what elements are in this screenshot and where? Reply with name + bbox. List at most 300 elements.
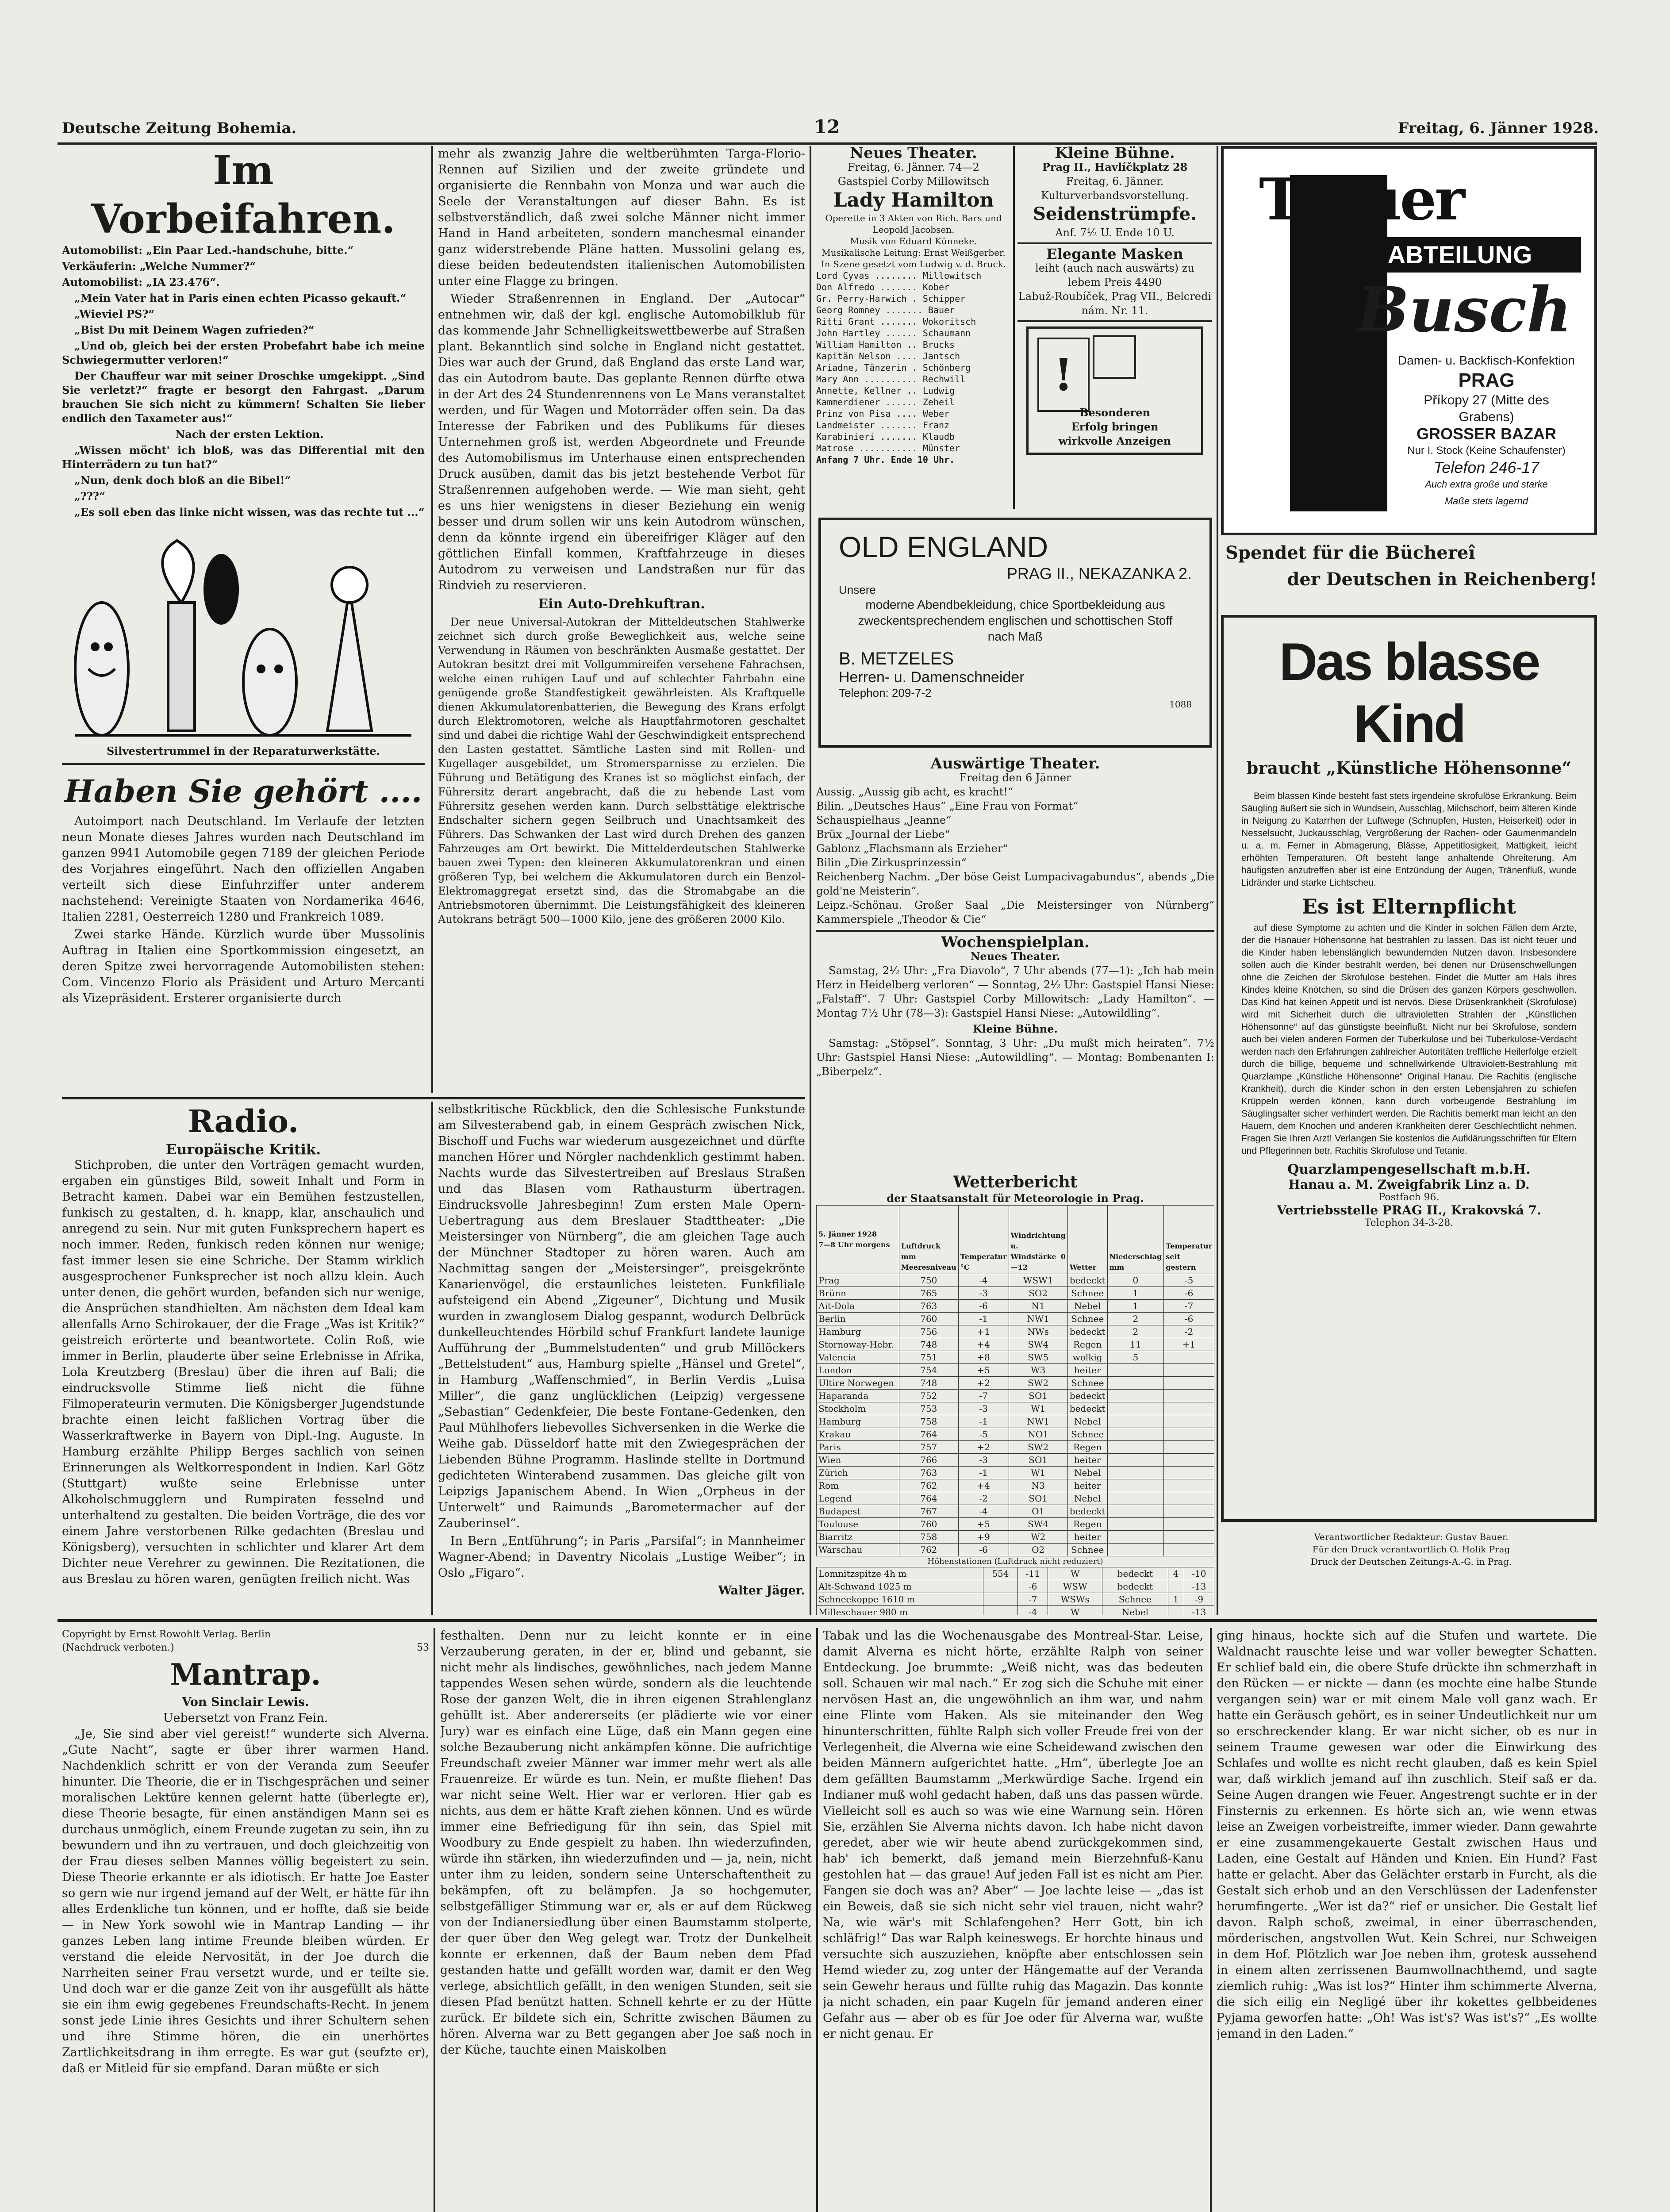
radio-section-left [62, 1102, 425, 1615]
weather-station: Stornoway-Hebr. [817, 1338, 899, 1351]
weather-cell: W [1048, 1606, 1102, 1615]
ad-blasse-sub: braucht „Künstliche Höhensonne“ [1246, 758, 1572, 778]
weather-cell: 767 [899, 1505, 958, 1518]
weather-row [817, 1454, 1214, 1467]
weather-station: Berlin [817, 1313, 899, 1325]
ad-company: Postfach 96. [1378, 1192, 1440, 1203]
serial-nachdruck: (Nachdruck verboten.) [62, 1642, 174, 1653]
ad-company: Quarzlampengesellschaft m.b.H. [1287, 1162, 1531, 1177]
weather-cell: O2 [1009, 1544, 1067, 1556]
imprint [1225, 1531, 1597, 1615]
weather-cell: SO1 [1009, 1492, 1067, 1505]
weather-cell [1164, 1479, 1214, 1492]
ad-eltern-title: Es ist Elternpflicht [1301, 895, 1516, 918]
weather-cell: Schnee [1067, 1428, 1107, 1441]
theater-line: Gastspiel Corby Millowitsch [837, 175, 990, 188]
cast-row: Kammerdiener ...... Zeheil [816, 397, 955, 407]
ad-text: Unsere [839, 583, 876, 596]
weather-cell [1107, 1390, 1164, 1402]
theater-line: Reichenberg Nachm. „Der böse Geist Lumpacivagabundus“, abends „Die gold'ne Meisterin“. [816, 871, 1214, 897]
weather-header: Niederschlag mm [1107, 1206, 1164, 1274]
weather-report [816, 1172, 1214, 1615]
weather-cell: Regen [1067, 1518, 1107, 1531]
weather-cell [1164, 1518, 1214, 1531]
weather-cell [1164, 1364, 1214, 1377]
weather-station: Warschau [817, 1544, 899, 1556]
weather-cell: +9 [958, 1531, 1009, 1544]
weather-cell: 764 [899, 1428, 958, 1441]
weather-cell: Nebel [1102, 1606, 1168, 1615]
play-title: Lady Hamilton [833, 189, 994, 211]
weather-cell: bedeckt [1067, 1325, 1107, 1338]
serial-text: festhalten. Denn nur zu leicht konnte er in eine Verzauberung geraten, in der er, blind und gebannt, sie nicht mehr als lindisches, gewöhnliches, nach jedem Manne tappendes Wesen sehen würde, sondern als die leuchtende Rose der ganzen Welt, die in ihren eigenen Strahlenglanz gehüllt ist. Aber andererseits (er plädierte wie vor einer Jury) war es einfach eine Lüge, daß ein Mann gegen eine solche Bezauberung nicht ankämpfen könne. Die aufrichtige Freundschaft zweier Männer war immer mehr wert als alle Frauenreize. Er würde es tun. Nein, er mußte fliehen! Das war nicht seine Welt. Hier war er verloren. Hier gab es nichts, aus dem er hätte Kraft ziehen können. Und es würde immer eine Befriedigung für ihn sein, das Spiel mit Woodbury zu Ende gespielt zu haben. Ihn wiederzufinden, würde ihn stärken, ihn wiederzufinden und — ja, nein, nicht unter ihm zu leiden, sondern seine Unterschaftentheit zu bekämpfen, oft zu belämpfen. Ja so hochgemuter, selbstgefälliger Stimmung war er, als er auf dem Rückweg von der Indianersiedlung über einen Baumstamm stolperte, der quer über den Weg gelegt war. Trotz der Dunkelheit konnte er erkennen, daß der Baum neben dem Pfad gestanden hatte und gefällt worden war, damit er den Weg verlege, absichtlich gefällt, in den wenigen Stunden, seit sie diesen Pfad benützt hatten. Schnell kehrte er zu der Hütte zurück. Er bildete sich ein, Schritte zwischen Bäumen zu hören. Alverna war zu Bett gegangen aber Joe saß noch in der Küche, tauchte einen Maiskolben [440, 1629, 812, 2057]
weather-station: Schneekoppe 1610 m [817, 1593, 983, 1606]
column-rule [434, 1628, 435, 2212]
weather-row [817, 1441, 1214, 1454]
weather-cell: +8 [958, 1351, 1009, 1364]
weather-cell: NW1 [1009, 1415, 1067, 1428]
weather-cell: -4 [958, 1274, 1009, 1287]
cast-row: Georg Romney ....... Bauer [816, 305, 955, 315]
cast-row: Ritti Grant ....... Wokoritsch [816, 316, 976, 327]
auswaertige-title: Auswärtige Theater. [930, 757, 1100, 772]
theater-line: Leipz.-Schönau. Großer Saal „Die Meistersinger von Nürnberg“ Kammerspiele „Theodor & Cie“ [816, 899, 1214, 926]
theater-line: Musikalische Leitung: Ernst Weißgerber. In Szene gesetzt vom Ludwig v. d. Bruck. [821, 247, 1006, 269]
weather-cell: -5 [1164, 1274, 1214, 1287]
serial-copyright: Copyright by Ernst Rowohlt Verlag. Berlin [62, 1629, 271, 1640]
weather-row [817, 1313, 1214, 1325]
serial-column-4 [1217, 1628, 1597, 2212]
weather-title: Wetterbericht [953, 1173, 1078, 1191]
weather-cell: +1 [1164, 1338, 1214, 1351]
serial-text: Tabak und las die Wochenausgabe des Montreal-Star. Leise, damit Alverna es nicht hörte, erzählte Ralph von seiner Entdeckung. Joe brummte: „Weiß nicht, was das bedeuten soll. Schauen wir mal nach.“ Er zog sich die Schuhe mit einer nervösen Hast an, die ungewöhnlich an ihm war, und nahm eine Flinte vom Haken. Als sie miteinander den Weg hinunterschritten, fühlte Ralph sich voller Freude frei von der Verlegenheit, die Alverna wie eine Scheidewand zwischen den beiden Männern aufgerichtet hatte. „Hm“, überlegte Joe an dem gefällten Baumstamm „Merkwürdige Sache. Irgend ein Indianer muß wohl gedacht haben, daß uns das passen würde. Vielleicht soll es auch so was wie eine Warnung sein. Hören Sie, erzählen Sie Alverna nichts davon. Ich habe nicht davon geredet, aber wie wir heute abend zurückgekommen sind, hab' ich bemerkt, daß jemand mein Bierzehnfuß-Kanu gestohlen hat — das graue! Auf jeden Fall ist es nicht am Pier. Fangen sie doch was an? Aber“ — Joe lachte leise — „das ist ein Beweis, daß sie sich nicht sehr viel trauen, nicht wahr? Na, wie wär's mit Schlafengehen? Herr Gott, bin ich schläfrig!“ Das war Ralph keineswegs. Er horchte hinaus und versuchte sich auszuziehen, knöpfte aber entschlossen sein Hemd wieder zu, zog unter der Hängematte auf der Veranda sein Gewehr heraus und füllte ruhig das Magazin. Das konnte ja nicht schaden, ein paar Kugeln für jemand anderen einer Gefahr aus — aber ob es für Joe oder für Alverna war, wußte er nicht genau. Er [823, 1629, 1203, 2041]
weather-cell [1107, 1364, 1164, 1377]
cast-row: Mary Ann .......... Rechwill [816, 374, 966, 384]
theater-schedule: Samstag: „Stöpsel“. Sonntag, 3 Uhr: „Du mußt mich heiraten“. 7½ Uhr: Gastspiel Hansi Niese: „Autowildling“. — Montag: Bombenanten I: „Biberpelz“. [816, 1037, 1214, 1078]
serial-text: ging hinaus, hockte sich auf die Stufen und wartete. Die Waldnacht rauschte leise und war voller bewegter Schatten. Er schlief bald ein, die obere Stufe drückte ihn schmerzhaft in den Rücken — er nickte — dann (es mochte eine halbe Stunde vergangen sein) war er mit einem Male voll ganz wach. Er hatte ein Geräusch gehört, es in seiner Undeutlichkeit nur um so erschreckender klang. Er war nicht sicher, ob es nur in seinem Traume gewesen war oder die Einwirkung des Schlafes und wollte es nicht recht glauben, daß es kein Spiel war, daß wirklich jemand auf ihn zuschlich. Steif saß er da. Seine Augen drangen wie Feuer. Angestrengt suchte er in der Finsternis zu erkennen. Es hörte sich an, wie wenn etwas leise an Zweigen vorbeistreifte, immer wieder. Dann gewahrte er eine zusammengekauerte Gestalt zwischen Haus und Laden, eine Gestalt auf Händen und Knien. Ein Hund? Fast hatte er gelacht. Aber das Gelächter erstarb in Furcht, als die Gestalt sich erhob und an den Verschlüssen der Ladenfenster herumfingerte. „Wer ist da?“ rief er unsicher. Die Gestalt lief davon. Ralph schoß, zweimal, in einer überraschenden, mörderischen, angstvollen Wut. Kein Schrei, nur Schweigen in dem Hof. Plötzlich war Joe neben ihm, grotesk aussehend in einem alten zerrissenen Baumwollnachthemd, und sagte ziemlich ruhig: „Was ist los?“ Hinter ihm schimmerte Alverna, die sich eilig ein Negligé über ihr kokettes gelbbeidenes Pyjama geworfen hatte: „Oh! Was ist's? Was ist's?“ „Es wollte jemand in den Laden.“ [1217, 1629, 1597, 2041]
theater-line: Schauspielhaus „Jeanne“ [816, 814, 952, 826]
weather-row [817, 1351, 1214, 1364]
weather-cell: wolkig [1067, 1351, 1107, 1364]
weather-cell: +4 [958, 1338, 1009, 1351]
theater-line: Kulturverbandsvorstellung. [1040, 189, 1189, 202]
masken-title: Elegante Masken [1046, 246, 1183, 262]
play-title: Seidenstrümpfe. [1033, 204, 1197, 224]
weather-cell: Nebel [1067, 1300, 1107, 1313]
ad-company: Telephon 34-3-28. [1364, 1217, 1454, 1229]
weather-station: Legend [817, 1492, 899, 1505]
ad-text: Herren- u. Damenschneider [839, 669, 1025, 686]
weather-cell: NO1 [1009, 1428, 1067, 1441]
ad-busch: Busch [1357, 274, 1572, 346]
weather-header: Wetter [1067, 1206, 1107, 1274]
weather-station: Stockholm [817, 1402, 899, 1415]
kleine-buehne-title: Kleine Bühne. [1055, 146, 1175, 162]
mountain-table [816, 1567, 1214, 1615]
weather-cell: 554 [983, 1567, 1017, 1580]
cast-row: Don Alfredo ....... Kober [816, 282, 950, 292]
ad-line: Nur I. Stock (Keine Schaufenster) [1407, 445, 1566, 457]
weather-row [817, 1606, 1214, 1615]
weather-cell [1168, 1606, 1184, 1615]
page-number: 12 [814, 116, 840, 138]
column-rule [1013, 146, 1015, 509]
weather-cell [1107, 1505, 1164, 1518]
serial-column-2 [440, 1628, 812, 2212]
weather-cell [983, 1606, 1017, 1615]
cast-row: Anfang 7 Uhr. Ende 10 Uhr. [816, 454, 955, 465]
weather-cell [1107, 1377, 1164, 1390]
ad-line: Besonderen [1079, 406, 1150, 419]
weather-cell: +5 [958, 1518, 1009, 1531]
ad-line: GROSSER BAZAR [1416, 425, 1557, 443]
weather-cell: 766 [899, 1454, 958, 1467]
weather-cell: -3 [958, 1287, 1009, 1300]
weather-cell [1164, 1505, 1214, 1518]
cast-row: Karabinieri ....... Klaudb [816, 431, 955, 442]
joke-line: „Bist Du mit Deinem Wagen zufrieden?“ [74, 323, 315, 336]
ad-line: Erfolg bringen [1071, 420, 1159, 433]
weather-cell: -2 [958, 1492, 1009, 1505]
weather-row [817, 1402, 1214, 1415]
weather-station: Ultire Norwegen [817, 1377, 899, 1390]
weather-date: 5. Jänner 1928 [818, 1230, 877, 1238]
weather-cell: 4 [1168, 1567, 1184, 1580]
weather-row [817, 1338, 1214, 1351]
weather-row [817, 1377, 1214, 1390]
weather-cell: 753 [899, 1402, 958, 1415]
column-rule [810, 146, 811, 1615]
weather-station: Budapest [817, 1505, 899, 1518]
divider [816, 930, 1214, 932]
cartoon-caption: Silvestertrummel in der Reparaturwerkstätte. [106, 745, 380, 757]
weather-cell: -6 [1164, 1287, 1214, 1300]
weather-cell: 752 [899, 1390, 958, 1402]
weather-cell: -6 [1018, 1580, 1048, 1593]
theater-line: Musik von Eduard Künneke. [850, 236, 977, 246]
cast-row: Gr. Perry-Harwich . Schipper [816, 293, 966, 304]
weather-row [817, 1544, 1214, 1556]
weather-cell: 0 [1107, 1274, 1164, 1287]
radio-title: Radio. [188, 1103, 299, 1140]
weather-cell [1107, 1518, 1164, 1531]
weather-cell: heiter [1067, 1479, 1107, 1492]
joke-line: „Es soll eben das linke nicht wissen, was das rechte tut ...“ [74, 506, 425, 518]
ad-success-text [1029, 406, 1201, 448]
weather-cell [1164, 1467, 1214, 1479]
weather-cell: Regen [1067, 1338, 1107, 1351]
weather-cell: W [1048, 1567, 1102, 1580]
news-targa-florio: mehr als zwanzig Jahre die weltberühmten Targa-Florio-Rennen auf Sizilien und der zweite gründete und organisierte die Rennbahn von Monza und war auch die Seele der Veranstaltungen auf dieser Bahn. Es ist selbstverständlich, daß zwei solche Männer nicht immer Hand in Hand arbeiteten, sondern manchesmal einander ganz widerstrebende Pläne hatten. Mussolini gelang es, diese beiden bedeutendsten italienischen Automobilisten unter eine Flagge zu bringen. [438, 147, 805, 288]
weather-cell: SO1 [1009, 1390, 1067, 1402]
weather-row [817, 1492, 1214, 1505]
weather-cell [1164, 1531, 1214, 1544]
section-title-autokran: Ein Auto-Drehkuftran. [538, 596, 705, 612]
weather-cell: WSW1 [1009, 1274, 1067, 1287]
wochenspielplan-title: Wochenspielplan. [941, 933, 1090, 951]
weather-cell [1107, 1492, 1164, 1505]
weather-row [817, 1505, 1214, 1518]
weather-cell: SW2 [1009, 1377, 1067, 1390]
weather-cell: heiter [1067, 1364, 1107, 1377]
joke-line: „Wieviel PS?“ [74, 307, 155, 320]
weather-cell: +4 [958, 1479, 1009, 1492]
weather-cell: Schnee [1067, 1377, 1107, 1390]
theater-subtitle: Kleine Bühne. [973, 1022, 1058, 1035]
header-rule [58, 142, 1597, 145]
ad-line: PRAG [1458, 369, 1515, 391]
weather-cell: -13 [1184, 1606, 1214, 1615]
weather-cell: SO1 [1009, 1454, 1067, 1467]
joke-line: Automobilist: „Ein Paar Led.-handschuhe, bitte.“ [62, 244, 354, 257]
cartoon-illustration [62, 523, 425, 744]
weather-header: Luftdruck mm Meeresniveau [899, 1206, 958, 1274]
joke-line: „Wissen möcht' ich bloß, was das Differential mit den Hinterrädern zu tun hat?“ [62, 444, 425, 471]
theater-line: Brüx „Journal der Liebe“ [816, 828, 950, 841]
weather-station: Valencia [817, 1351, 899, 1364]
exclamation-icon: ! [1037, 338, 1090, 412]
weather-cell: -6 [1164, 1313, 1214, 1325]
weather-cell: Schnee [1067, 1287, 1107, 1300]
weather-station: Hamburg [817, 1325, 899, 1338]
radio-section-right [438, 1102, 805, 1615]
joke-line: Verkäuferin: „Welche Nummer?“ [62, 260, 256, 273]
weather-cell: -1 [958, 1467, 1009, 1479]
weather-header-station [817, 1206, 899, 1274]
weather-cell: -9 [1184, 1593, 1214, 1606]
weather-cell: 2 [1107, 1325, 1164, 1338]
weather-cell: -7 [1164, 1300, 1214, 1313]
weather-cell [1107, 1402, 1164, 1415]
divider [1017, 242, 1212, 244]
weather-station: Alt-Schwand 1025 m [817, 1580, 983, 1593]
weather-station: Haparanda [817, 1390, 899, 1402]
weather-cell: 765 [899, 1287, 958, 1300]
weather-station: London [817, 1364, 899, 1377]
cast-row: Ariadne, Tänzerin . Schönberg [816, 362, 971, 373]
cast-row: Matrose ........... Münster [816, 443, 960, 453]
weather-cell: W3 [1009, 1364, 1067, 1377]
theater-listings [816, 757, 1214, 1177]
ad-line: Auch extra große und starke [1425, 479, 1548, 490]
weather-cell: +2 [958, 1377, 1009, 1390]
weather-cell: 758 [899, 1415, 958, 1428]
weather-cell: 763 [899, 1467, 958, 1479]
theater-line: Freitag, 6. Jänner. 74—2 [847, 161, 980, 173]
weather-cell: -4 [958, 1505, 1009, 1518]
ad-company: Vertriebsstelle PRAG II., Krakovská 7. [1277, 1203, 1541, 1217]
weather-cell: 748 [899, 1338, 958, 1351]
weather-cell: bedeckt [1102, 1567, 1168, 1580]
weather-cell: +1 [958, 1325, 1009, 1338]
column-automobile-continued [438, 146, 805, 1093]
weather-cell [1107, 1479, 1164, 1492]
ad-line: Maße stets lagernd [1444, 495, 1528, 507]
weather-row [817, 1428, 1214, 1441]
weather-cell: Schnee [1067, 1313, 1107, 1325]
weather-row [817, 1287, 1214, 1300]
weather-row [817, 1593, 1214, 1606]
weather-cell: 5 [1107, 1351, 1164, 1364]
weather-cell [1107, 1467, 1164, 1479]
ad-abteilung: ABTEILUNG [1339, 237, 1581, 273]
joke-line: Automobilist: „IA 23.476“. [62, 276, 220, 288]
weather-cell: WSWs [1048, 1593, 1102, 1606]
weather-cell: 757 [899, 1441, 958, 1454]
weather-cell: WSW [1048, 1580, 1102, 1593]
weather-cell [1164, 1492, 1214, 1505]
theater-line: Bilin. „Deutsches Haus“ „Eine Frau von Format“ [816, 800, 1079, 812]
weather-cell: -11 [1018, 1567, 1048, 1580]
ad-owner: B. METZELES [839, 649, 954, 668]
radio-signature: Walter Jäger. [718, 1584, 805, 1598]
weather-station: Milleschauer 980 m [817, 1606, 983, 1615]
weather-cell: SO2 [1009, 1287, 1067, 1300]
newspaper-name: Deutsche Zeitung Bohemia. [62, 119, 297, 137]
weather-row [817, 1300, 1214, 1313]
weather-station: Paris [817, 1441, 899, 1454]
weather-cell [1107, 1531, 1164, 1544]
imprint-line: Verantwortlicher Redakteur: Gustav Bauer. [1314, 1532, 1509, 1542]
weather-time: 7—8 Uhr morgens [818, 1240, 890, 1249]
weather-row [817, 1325, 1214, 1338]
joke-line: Der Chauffeur war mit seiner Droschke umgekippt. „Sind Sie verletzt?“ fragte er besorgt den Fahrgast. „Darum brauchen Sie sich nicht zu kümmern! Schalten Sie lieber endlich den Taxameter aus!“ [62, 369, 425, 425]
weather-cell: SW5 [1009, 1351, 1067, 1364]
weather-cell: 11 [1107, 1338, 1164, 1351]
ad-line: Telefon 246-17 [1433, 458, 1539, 476]
weather-cell [1168, 1580, 1184, 1593]
weather-cell [983, 1580, 1017, 1593]
column-rule [816, 1628, 818, 2212]
joke-line: Nach der ersten Lektion. [175, 428, 324, 441]
cast-row: Annette, Kellner .. Ludwig [816, 385, 955, 396]
serial-copyright-row [62, 1628, 429, 1641]
spendet-line: der Deutschen in Reichenberg! [1287, 569, 1597, 590]
weather-row [817, 1390, 1214, 1402]
ad-line: Příkopy 27 (Mitte des Grabens) [1424, 393, 1549, 424]
cast-row: Lord Cyvas ........ Millowitsch [816, 270, 982, 281]
weather-cell: SW2 [1009, 1441, 1067, 1454]
weather-cell: -1 [958, 1415, 1009, 1428]
weather-row [817, 1580, 1214, 1593]
weather-station: Krakau [817, 1428, 899, 1441]
weather-cell [1164, 1544, 1214, 1556]
weather-cell: 762 [899, 1544, 958, 1556]
ad-code: 1088 [1169, 699, 1192, 710]
ad-line: wirkvolle Anzeigen [1058, 434, 1171, 447]
weather-cell: N3 [1009, 1479, 1067, 1492]
weather-cell: O1 [1009, 1505, 1067, 1518]
weather-cell: Nebel [1067, 1415, 1107, 1428]
weather-cell: bedeckt [1067, 1505, 1107, 1518]
ad-eltern-text: auf diese Symptome zu achten und die Kinder in solchen Fällen dem Arzte, der die Hanauer Höhensonne hat bestrahlen zu lassen. Das ist nicht teuer und die Kinder haben lebenslänglich bewundernden Nutzen davon. Insbesondere sollen auch die Kinder bestrahlt werden, bei denen nur Drüsenschwellungen ohne die Zeichen der Skrofulose bestehen. Findet die Mutter am Hals ihres Kindes kleine Knötchen, so sind die Drüsen des ganzen Körpers geschwollen. Das Kind hat keinen Appetit und ist nervös. Diese Drüsenkrankheit (Skrofulose) wird mit Sicherheit durch die ultravioletten Strahlen der „Künstlichen Höhensonne“ auf das günstigste beeinflußt. Nicht nur bei Skrofulose, sondern auch bei vielen anderen Formen der Tuberkulose und bei Tuberkulose-Verdacht werden nach den Erfahrungen zahlreicher Autoritäten treffliche Heilerfolge erzielt durch die billige, bequeme und schnellwirkende Ultraviolett-Bestrahlung mit Quarzlampe „Künstliche Höhensonne“ Original Hanau. Die Rachitis (englische Krankheit), durch die Kinder schon in den ersten Lebensjahren zu schiefen Krüppeln werden können, kann durch vorbeugende Bestrahlung im Säuglingsalter sicher verhindert werden. Die Rachitis bemerkt man leicht an den Hauern, dem Knochen und anderen Krankheiten derer Geschlechtlicht nehmen. Fragen Sie Ihren Arzt! Verlangen Sie kostenlos die Aufklärungsschriften für Eltern und Pflegerinnen betr. Rachitis Skrofulose und Tetanie. [1241, 923, 1577, 1156]
weather-cell [1164, 1402, 1214, 1415]
weather-cell: 760 [899, 1518, 958, 1531]
ad-busch-details [1396, 352, 1577, 510]
weather-cell: Nebel [1067, 1492, 1107, 1505]
ad-phone: Telephon: 209-7-2 [839, 686, 932, 699]
news-autoimport: Autoimport nach Deutschland. Im Verlaufe der letzten neun Monate dieses Jahres wurden nach Deutschland im ganzen 9941 Automobile gegen 7189 der gleichen Periode des Vorjahres eingeführt. Nach den offiziellen Angaben verteilt sich diese Einfuhrziffer unter anderem nachstehend: Vereinigte Staaten von Nordamerika 4646, Italien 2281, Oesterreich 1280 und Frankreich 1089. [62, 814, 425, 924]
weather-cell: -3 [958, 1402, 1009, 1415]
theater-line: Bilin „Die Zirkusprinzessin“ [816, 856, 967, 869]
cast-list [816, 270, 1011, 465]
theater-line: Operette in 3 Akten von Rich. Bars und Leopold Jacobsen. [825, 213, 1002, 235]
weather-station: Biarritz [817, 1531, 899, 1544]
weather-cell: bedeckt [1067, 1274, 1107, 1287]
weather-cell: 1 [1168, 1593, 1184, 1606]
mountain-title: Höhenstationen (Luftdruck nicht reduziert) [927, 1557, 1103, 1566]
weather-cell [1164, 1415, 1214, 1428]
radio-rule [62, 1097, 805, 1099]
cast-row: William Hamilton .. Brucks [816, 339, 955, 350]
weather-cell: -5 [958, 1428, 1009, 1441]
weather-row [817, 1567, 1214, 1580]
weather-cell [1107, 1441, 1164, 1454]
ad-line: Damen- u. Backfisch-Konfektion [1398, 353, 1575, 367]
weather-cell: -3 [958, 1454, 1009, 1467]
serial-author: Von Sinclair Lewis. [182, 1695, 309, 1709]
weather-cell: -4 [1018, 1606, 1048, 1615]
weather-cell: -7 [1018, 1593, 1048, 1606]
ad-hoehensonne [1221, 615, 1597, 1522]
serial-rule [58, 1619, 1597, 1622]
weather-cell: -7 [958, 1390, 1009, 1402]
weather-cell: 750 [899, 1274, 958, 1287]
column-rule [431, 1102, 433, 1615]
news-zwei-haende: Zwei starke Hände. Kürzlich wurde über Mussolinis Auftrag in Italien eine Sportkommission eingesetzt, an deren Spitze zwei hervorragende Automobilisten stehen: Com. Vincenzo Florio als Präsident und Arturo Mercanti als Vizepräsident. Ersterer organisierte durch [62, 928, 425, 1005]
news-autokran: Der neue Universal-Autokran der Mitteldeutschen Stahlwerke zeichnet sich durch große Beweglichkeit aus, welche seine Verwendung in Räumen von beschränkten Ausmaße gestattet. Der Autokran besitzt drei mit Vollgummireifen versehene Fahrachsen, welche einen ruhigen Lauf und auf schlechter Fahrbahn eine genügende große Standfestigkeit gewährleisten. Als Kraftquelle dienen Akkumulatorenbatterien, die Bewegung des Krans erfolgt durch Elektromotoren, welche als Hauptfahrmotoren geschaltet sind und dabei die richtige Wahl der Geschwindigkeit entsprechend den Lasten gestattet. Sämtliche Lasten sind mit Rollen- und Kugellager ausgebildet, um Stromersparnisse zu erzielen. Die Führung und Betätigung des Kranes ist so möglichst einfach, der Führersitz derart angebracht, daß die zu hebende Last vom Führersitz gesehen werden kann. Durch selbsttätige elektrische Endschalter sichern gegen Seilbruch und Unachtsamkeit des Führers. Das Schwanken der Last wird durch Drehen des ganzen Fahrzeuges am Ort bewirkt. Die Mittelderdeutschen Stahlwerke bauen zwei Typen: den kleineren Akkumulatorenkran und einen größeren Typ, bei welchem die Akkumulatoren durch ein Benzol-Elektromaggregat ersetzt sind, das die Stromabgabe an die Antriebsmotoren übernimmt. Die Leistungsfähigkeit des kleineren Autokrans beträgt 500—1000 Kilo, jene des größeren 2000 Kilo. [438, 616, 805, 926]
weather-cell [1164, 1390, 1214, 1402]
weather-row [817, 1415, 1214, 1428]
ad-blasse-kind-title: Das blasse Kind [1279, 632, 1539, 753]
weather-row [817, 1274, 1214, 1287]
neues-theater-title: Neues Theater. [850, 146, 977, 162]
column-automobile [62, 146, 425, 1093]
weather-cell [1164, 1377, 1214, 1390]
cast-row: Landmeister ....... Franz [816, 420, 950, 430]
column-rule [1217, 146, 1218, 1615]
ad-address: PRAG II., NEKAZANKA 2. [1006, 565, 1192, 583]
weather-cell: -13 [1184, 1580, 1214, 1593]
weather-cell: SW4 [1009, 1518, 1067, 1531]
weather-cell: +2 [958, 1441, 1009, 1454]
weather-station: Toulouse [817, 1518, 899, 1531]
weather-cell [1164, 1428, 1214, 1441]
weather-station: Hamburg [817, 1415, 899, 1428]
weather-cell: W1 [1009, 1402, 1067, 1415]
weather-cell: SW4 [1009, 1338, 1067, 1351]
weather-station: Prag [817, 1274, 899, 1287]
weather-table [816, 1205, 1214, 1556]
ad-blasse-text: Beim blassen Kinde besteht fast stets irgendeine skrofulöse Erkrankung. Beim Säugling äußert sie sich in Wundsein, Ausschlag, Milchschorf, beim älteren Kinde in Neigung zu Katarrhen der Luftwege (Schnupfen, Husten, Heiserkeit) oder in Nesselsucht, Juckausschlag, Vergrößerung der Rachen- oder Gaumenmandeln u. a. m. Ferner in Abmagerung, Blässe, Appetitlosigkeit, Mattigkeit, leicht erhöhten Temperaturen. Oft besteht lange anhaltende Ohreiterung. Am häufigsten anzutreffen aber ist eine Entzündung der Augen, Tränenfluß, wunde Lidränder und starke Lichtscheu. [1241, 791, 1577, 888]
weather-cell: Nebel [1067, 1467, 1107, 1479]
weather-cell: bedeckt [1067, 1390, 1107, 1402]
weather-cell: -1 [958, 1313, 1009, 1325]
joke-list [62, 243, 425, 519]
ad-old-england [818, 518, 1212, 748]
weather-cell: -6 [958, 1300, 1009, 1313]
column-rule [1210, 1628, 1212, 2212]
joke-line: „Und ob, gleich bei der ersten Probefahrt habe ich meine Schwiegermutter verloren!“ [62, 339, 425, 366]
divider [1017, 320, 1212, 322]
joke-line: „Mein Vater hat in Paris einen echten Picasso gekauft.“ [74, 292, 407, 304]
theater-schedule: Samstag, 2½ Uhr: „Fra Diavolo“, 7 Uhr abends (77—1): „Ich hab mein Herz in Heidelberg verloren“ — Sonntag, 2½ Uhr: Gastspiel Hansi Niese: „Falstaff“. 7 Uhr: Gastspiel Corby Millowitsch: „Lady Hamilton“. — Montag 7½ Uhr (78—3): Gastspiel Hansi Niese: „Autowildling“. [816, 964, 1214, 1019]
weather-cell: Schnee [1102, 1593, 1168, 1606]
serial-title: Mantrap. [170, 1657, 321, 1692]
theater-line: Labuž-Roubíček, Prag VII., Belcredi nám. Nr. 11. [1018, 290, 1212, 317]
cast-row: Kapitän Nelson .... Jantsch [816, 351, 960, 361]
ad-frame-icon [1093, 335, 1136, 379]
